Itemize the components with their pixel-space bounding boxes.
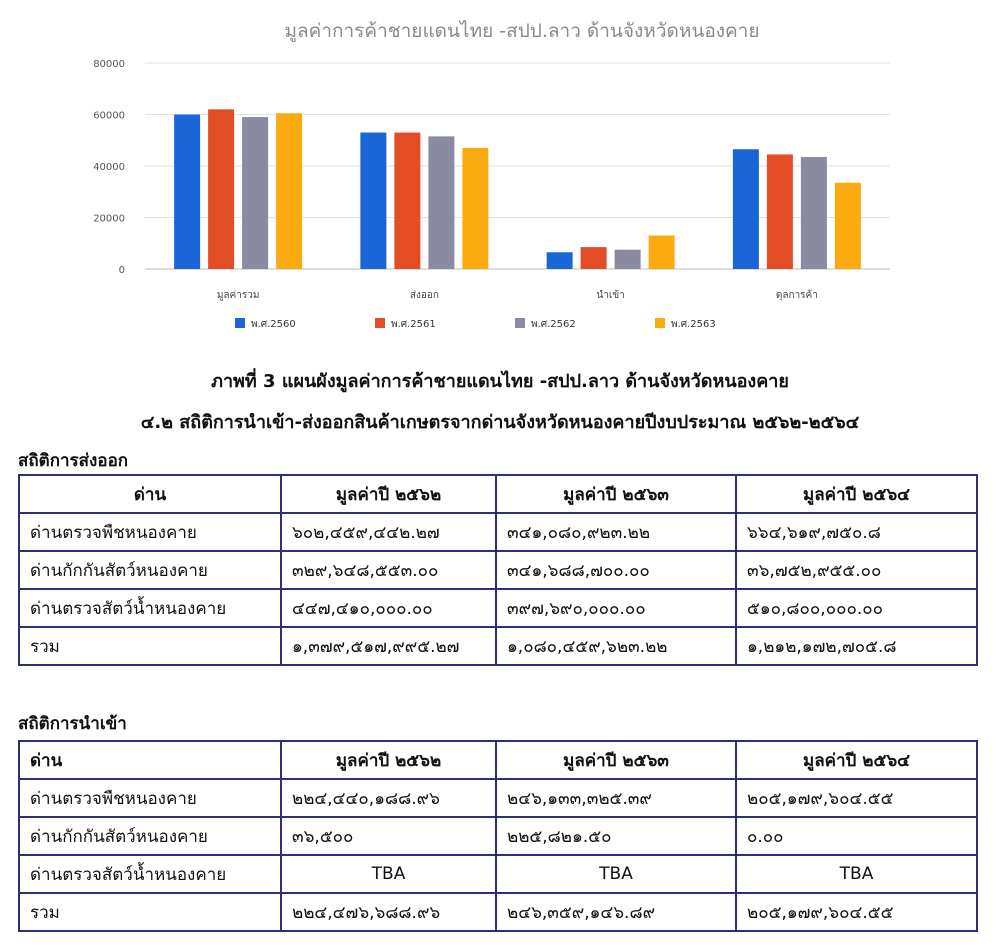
header-cell: มูลค่าปี ๒๕๖๒ [281, 475, 496, 513]
bar [394, 133, 420, 269]
value-cell: ๒๒๕,๘๒๑.๕๐ [496, 817, 736, 855]
legend-swatch [515, 318, 525, 328]
checkpoint-cell: ด่านกักกันสัตว์หนองคาย [19, 551, 281, 589]
bar [615, 250, 641, 269]
header-cell: มูลค่าปี ๒๕๖๓ [496, 741, 736, 779]
table-row [19, 855, 977, 893]
checkpoint-cell: ด่านกักกันสัตว์หนองคาย [19, 817, 281, 855]
value-cell: ๐.๐๐ [736, 817, 977, 855]
table-row [19, 779, 977, 817]
value-cell: ๓๖,๕๐๐ [281, 817, 496, 855]
bar [835, 183, 861, 269]
y-tick-label: 0 [118, 265, 125, 276]
value-cell: TBA [736, 855, 977, 893]
trade-bar-chart [60, 0, 940, 345]
table-total-row [19, 627, 977, 665]
y-tick-label: 80000 [93, 59, 125, 70]
value-cell: ๓๔๑,๐๘๐,๙๒๓.๒๒ [496, 513, 736, 551]
bar [428, 136, 454, 269]
section-heading: ๔.๒ สถิติการนำเข้า-ส่งออกสินค้าเกษตรจากด่านจังหวัดหนองคายปีงบประมาณ ๒๕๖๒-๒๕๖๔ [140, 412, 860, 433]
chart-y-ticks [93, 59, 125, 276]
header-cell: มูลค่าปี ๒๕๖๒ [281, 741, 496, 779]
value-cell: ๑,๐๘๐,๔๕๙,๖๒๓.๒๒ [496, 627, 736, 665]
import-table-title: สถิติการนำเข้า [18, 714, 127, 734]
value-cell: ๓๔๑,๖๘๘,๗๐๐.๐๐ [496, 551, 736, 589]
value-cell: ๓๒๙,๖๔๘,๕๕๓.๐๐ [281, 551, 496, 589]
bar [801, 157, 827, 269]
bar [208, 109, 234, 269]
figure-caption: ภาพที่ 3 แผนผังมูลค่าการค้าชายแดนไทย -สปป.ลาว ด้านจังหวัดหนองคาย [211, 371, 789, 392]
bar [649, 236, 675, 269]
table-row [19, 817, 977, 855]
value-cell: ๒๒๔,๔๔๐,๑๘๘.๙๖ [281, 779, 496, 817]
legend-label: พ.ศ.2562 [531, 319, 576, 330]
legend-label: พ.ศ.2560 [251, 319, 296, 330]
table-row [19, 589, 977, 627]
checkpoint-cell: รวม [19, 893, 281, 931]
bar [242, 117, 268, 269]
export-stats-table [18, 474, 978, 666]
value-cell: ๒๔๖,๑๓๓,๓๒๕.๓๙ [496, 779, 736, 817]
value-cell: ๖๐๒,๔๕๙,๔๔๒.๒๗ [281, 513, 496, 551]
value-cell: ๔๔๗,๔๑๐,๐๐๐.๐๐ [281, 589, 496, 627]
value-cell: ๑,๓๗๙,๕๑๗,๙๙๕.๒๗ [281, 627, 496, 665]
checkpoint-cell: ด่านตรวจสัตว์น้ำหนองคาย [19, 589, 281, 627]
table-total-row [19, 893, 977, 931]
checkpoint-cell: ด่านตรวจพืชหนองคาย [19, 513, 281, 551]
header-cell: มูลค่าปี ๒๕๖๓ [496, 475, 736, 513]
legend-swatch [235, 318, 245, 328]
value-cell: ๕๑๐,๘๐๐,๐๐๐.๐๐ [736, 589, 977, 627]
chart-svg [60, 0, 940, 345]
export-table-title: สถิติการส่งออก [18, 451, 129, 471]
value-cell: ๒๒๔,๔๗๖,๖๘๘.๙๖ [281, 893, 496, 931]
bar [276, 113, 302, 269]
table-row [19, 513, 977, 551]
y-tick-label: 40000 [93, 162, 125, 173]
category-label: นำเข้า [596, 290, 625, 301]
bar [462, 148, 488, 269]
bar [767, 154, 793, 269]
legend-swatch [655, 318, 665, 328]
table-row [19, 551, 977, 589]
table-header-row [19, 741, 977, 779]
bar [174, 115, 200, 270]
value-cell: ๒๐๕,๑๗๙,๖๐๔.๕๕ [736, 893, 977, 931]
legend-label: พ.ศ.2563 [671, 319, 716, 330]
value-cell: ๒๔๖,๓๕๙,๑๔๖.๘๙ [496, 893, 736, 931]
y-tick-label: 60000 [93, 110, 125, 122]
value-cell: TBA [281, 855, 496, 893]
header-cell: ด่าน [19, 475, 281, 513]
checkpoint-cell: ด่านตรวจพืชหนองคาย [19, 779, 281, 817]
bar [581, 247, 607, 269]
value-cell: ๓๖,๗๕๒,๙๕๕.๐๐ [736, 551, 977, 589]
header-cell: มูลค่าปี ๒๕๖๔ [736, 741, 977, 779]
value-cell: ๑,๒๑๒,๑๗๒,๗๐๕.๘ [736, 627, 977, 665]
value-cell: TBA [496, 855, 736, 893]
header-cell: มูลค่าปี ๒๕๖๔ [736, 475, 977, 513]
value-cell: ๒๐๕,๑๗๙,๖๐๔.๕๕ [736, 779, 977, 817]
legend-label: พ.ศ.2561 [391, 319, 436, 330]
chart-title: มูลค่าการค้าชายแดนไทย -สปป.ลาว ด้านจังหวัดหนองคาย [284, 20, 760, 42]
import-stats-table [18, 740, 978, 932]
bar [547, 252, 573, 269]
bar [360, 133, 386, 269]
chart-legend [235, 318, 716, 330]
bar [733, 149, 759, 269]
header-cell: ด่าน [19, 741, 281, 779]
category-label: มูลค่ารวม [216, 290, 260, 301]
checkpoint-cell: รวม [19, 627, 281, 665]
value-cell: ๓๙๗,๖๙๐,๐๐๐.๐๐ [496, 589, 736, 627]
table-header-row [19, 475, 977, 513]
y-tick-label: 20000 [93, 213, 125, 225]
category-label: ดุลการค้า [775, 290, 818, 301]
legend-swatch [375, 318, 385, 328]
value-cell: ๖๖๔,๖๑๙,๗๕๐.๘ [736, 513, 977, 551]
category-label: ส่งออก [409, 290, 439, 301]
checkpoint-cell: ด่านตรวจสัตว์น้ำหนองคาย [19, 855, 281, 893]
chart-bars [174, 109, 861, 269]
chart-category-labels [217, 289, 818, 301]
